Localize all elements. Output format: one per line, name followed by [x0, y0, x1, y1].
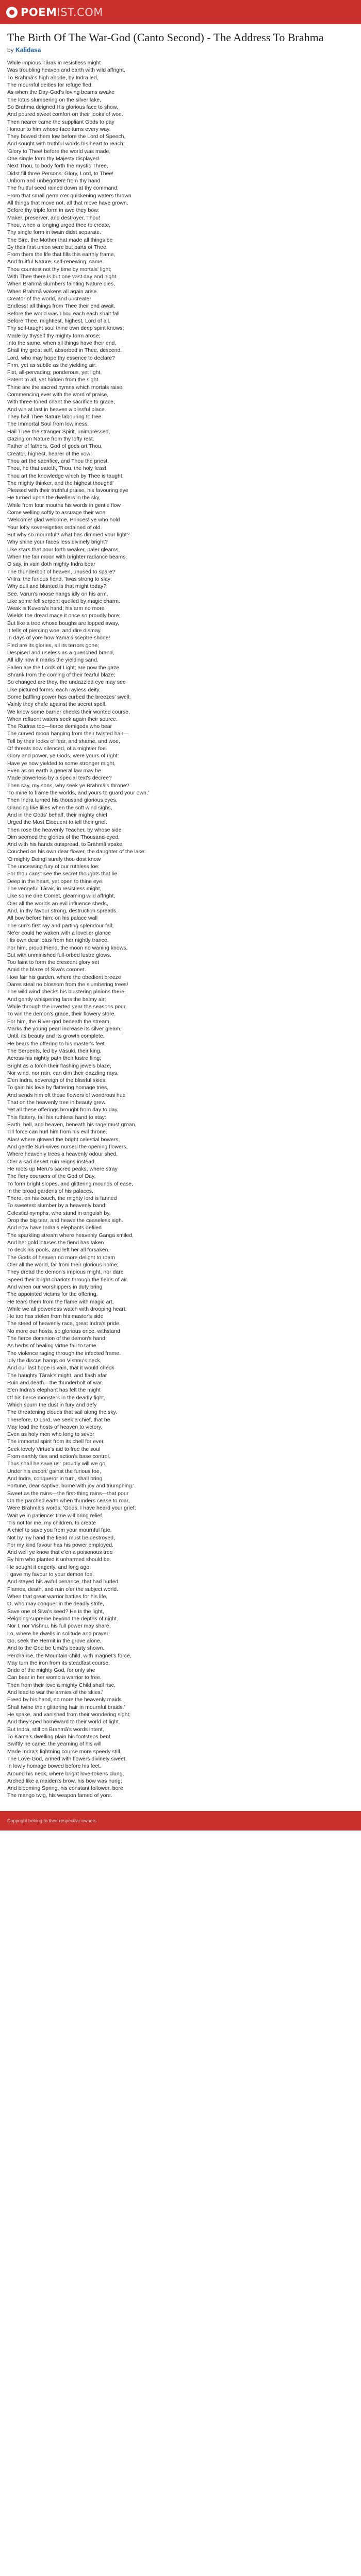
footer-copyright: Copyright belong to their respective owners [7, 1818, 97, 1823]
poem-line: Fortune, dear captive, home with joy and triumphing.' [7, 1483, 135, 1489]
poem-line: He bears the offering to his master's feet. [7, 1040, 106, 1047]
poem-line: For my kind favour has his power employed. [7, 1541, 114, 1548]
poem-line: Swiftly he came: the yearning of his will [7, 1741, 102, 1748]
poem-line: From that small germ o'er quickening waters thrown [7, 192, 132, 199]
poem-line: Of threats now silenced, of a mightier foe. [7, 745, 107, 752]
poem-line: Nor I, nor Vishnu, his full power may share, [7, 1623, 111, 1630]
poem-line: Hail Thee the stranger Spirit, unimpressed, [7, 428, 110, 435]
poem-line: Into the same, when all things have their end, [7, 340, 117, 346]
poem-line: Before Thee, mightiest, highest, Lord of all. [7, 317, 111, 324]
poem-line: But Indra, still on Brahmâ's words intent, [7, 1726, 104, 1733]
poem-line: Patent to all, yet hidden from the sight. [7, 377, 100, 383]
poem-line: As when the Day-God's loving beams awake [7, 89, 115, 96]
poem-line: Thou art the knowledge which by Thee is taught, [7, 472, 124, 479]
poem-line: Thus shall he save us: proudly will we go [7, 1461, 106, 1467]
poem-line: When the fair moon with brighter radiance beams. [7, 553, 127, 560]
poem-line: Despised and useless as a quenched brand, [7, 650, 114, 656]
poem-line: And her gold lotuses the fiend has taken [7, 1240, 104, 1246]
poem-line: So changed are they, the undazzled eye may see [7, 679, 126, 686]
poem-line: The mango twig, his weapon famed of yore. [7, 1792, 112, 1799]
poem-line: Honour to him whose face turns every way. [7, 126, 111, 132]
poem-line: While we all powerless watch with drooping heart. [7, 1306, 127, 1312]
poem-line: The sun's first ray and parting splendour fall; [7, 922, 114, 929]
poem-line: The lotus slumbering on the silver lake, [7, 96, 102, 103]
poem-line: Didst fill three Persons: Glory, Lord, to Thee! [7, 170, 114, 177]
poem-line: The mournful deities for refuge fled. [7, 81, 93, 88]
poem-line: Even as holy men who long to sever [7, 1431, 94, 1438]
poem-line: He spake, and vanished from their wondering sight; [7, 1711, 131, 1718]
logo-tld: IST.COM [57, 6, 103, 19]
poem-line: Thou art the sacrifice, and Thou the priest, [7, 457, 109, 464]
poem-line: 'Welcome! glad welcome, Princes! ye who hold [7, 517, 120, 523]
poem-line: How fair his garden, where the obedient breeze [7, 974, 121, 980]
poem-line: Have ye now yielded to some stronger might, [7, 760, 116, 767]
poem-line: The wild wind checks his blustering pinions there, [7, 989, 126, 995]
poem-line: And sends him oft those flowers of wondrous hue [7, 1092, 126, 1098]
poem-line: From them the life that fills this earthly frame, [7, 251, 116, 258]
poem-line: O'er all the world, far from their glorious home; [7, 1261, 119, 1268]
poem-line: The Love-God, armed with flowers divinely sweet, [7, 1755, 127, 1762]
poem-line: And sought with truthful words his heart to reach: [7, 141, 125, 147]
poem-line: Which spurn the dust in fury and defy [7, 1401, 97, 1408]
poem-line: To Brahmâ's high abode, by Indra led, [7, 74, 99, 81]
poem-line: Reigning supreme beyond the depths of night. [7, 1615, 118, 1622]
poem-line: The sparkling stream where heavenly Ganga smiled, [7, 1232, 134, 1239]
poem-line: Like pictured forms, each rayless deity. [7, 686, 101, 693]
poem-line: Vainly they chafe against the secret spell. [7, 701, 107, 708]
poem-line: By him who planted it unharmed should be. [7, 1556, 111, 1563]
poem-line: Deep in the heart, yet open to thine eye. [7, 878, 104, 885]
poem-line: Bright as a torch their flashing jewels blaze, [7, 1062, 111, 1069]
poem-line: Firm, yet as subtle as the yielding air: [7, 362, 97, 368]
poem-line: Why shine your faces less divinely bright? [7, 539, 108, 546]
poem-line: The appointed victims for the offering, [7, 1291, 98, 1298]
poem-line: When refluent waters seek again their source. [7, 716, 118, 722]
poem-line: Save one of Siva's seed? He is the light, [7, 1608, 104, 1615]
poem-line: Alas! where glowed the bright celestial bowers, [7, 1136, 120, 1143]
poem-line: The fiery coursers of the God of Day, [7, 1173, 96, 1180]
poem-line: Around his neck, where bright love-tokens clung, [7, 1770, 124, 1777]
poem-line: Wait ye in patience: time will bring relief. [7, 1512, 104, 1519]
poem-line: With Thee there is but one vast day and night. [7, 274, 118, 280]
poem-line: To win the demon's grace, their flowery store. [7, 1011, 116, 1018]
poem-line: Endless! all things from Thee their end await. [7, 303, 116, 310]
poem-line: Was troubling heaven and earth with wild affright, [7, 67, 125, 74]
poem-line: When that great warrior battles for his life, [7, 1594, 108, 1600]
byline [7, 46, 354, 54]
poem-line: The vengeful Târak, in resistless might, [7, 886, 102, 892]
poem-line: And blooming Spring, his constant follower, bore [7, 1785, 123, 1792]
poem-line: The fruitful seed rained down at thy command: [7, 185, 119, 192]
poem-line: He turned upon the dwellers in the sky, [7, 495, 101, 501]
poem-line: Thine are the sacred hymns which mortals raise, [7, 384, 124, 391]
poem-line: Then nearer came the suppliant Gods to pay [7, 118, 114, 125]
poem-line: It tells of piercing woe, and dire dismay. [7, 628, 102, 634]
poem-title: The Birth Of The War-God (Canto Second) - The Address To Brahma [7, 31, 324, 44]
poem-line: And win at last in heaven a blissful place. [7, 406, 106, 413]
poem-line: To Kama's dwelling plain his footsteps bent. [7, 1733, 112, 1740]
poem-line: The Gods of heaven no more delight to roam [7, 1254, 115, 1261]
poem-line: Made by thyself thy mighty form arose; [7, 332, 101, 339]
main-content [0, 24, 361, 1800]
poem-line: Can bear in her womb a warrior to free. [7, 1674, 102, 1681]
poem-line: Creator of the world, and uncreate! [7, 296, 91, 302]
poem-line: The mighty thinker, and the highest thought!' [7, 480, 114, 486]
poem-line: Gazing on Nature from thy lofty rest. [7, 435, 94, 442]
poem-line: Thou, he that eateth, Thou, the holy feast. [7, 465, 108, 472]
poem-line: 'Glory to Thee! before the world was made, [7, 148, 111, 155]
poem-line: All idly now it marks the yielding sand. [7, 657, 99, 664]
poem-line: Thy self-taught soul thine own deep spirit knows; [7, 325, 124, 332]
poem-line: Some baffling power has curbed the breezes' swell: [7, 693, 131, 700]
poem-line: Thy single form in twain didst separate. [7, 229, 102, 236]
poem-line: E'en Indra's elephant has felt the might [7, 1387, 101, 1394]
poem-line: Commencing ever with the word of praise, [7, 392, 109, 398]
poem-line: The immortal spirit from its chell for ever, [7, 1438, 105, 1445]
poem-line: Then say, my sons, why seek ye Brahmâ's throne? [7, 782, 129, 789]
poem-line: Before thy triple form in awe they bow: [7, 207, 100, 214]
poem-line: Under his escort' gainst the furious foe, [7, 1468, 101, 1475]
poem-line: Your lofty sovereignties ordained of old. [7, 524, 102, 531]
poem-line: And to the God be Umâ's beauty shown. [7, 1645, 105, 1652]
poem-line: And, in thy favour strong, destruction spreads. [7, 907, 118, 914]
poem-line: While from four mouths his words in gentle flow [7, 502, 121, 509]
poem-line: That on the heavenly tree in beauty grew. [7, 1099, 107, 1106]
poem-line: To form bright slopes, and glittering mounds of ease, [7, 1180, 133, 1187]
poem-line: Wields the dread mace it once so proudly bore; [7, 613, 121, 619]
poem-line: For him, the River-god beneath the stream, [7, 1018, 111, 1025]
poem-line: Not by my hand the fiend must be destroyed, [7, 1534, 115, 1541]
poem-line: Dares steal no blossom from the slumbering trees! [7, 981, 128, 988]
poem-line: And they sped homeward to their world of light. [7, 1719, 120, 1725]
poem-line: Speed their bright chariots through the fields of air. [7, 1276, 128, 1283]
poem-line: Come welling softly to assuage their woe: [7, 510, 107, 516]
poem-line: We know some barrier checks their wonted course, [7, 708, 130, 715]
poem-line: O say, in vain doth mighty Indra bear [7, 561, 95, 568]
poem-line: Thou countest not thy time by mortals' light; [7, 266, 112, 273]
poem-line: Till force can hurl him from his evil throne. [7, 1129, 107, 1136]
poem-line: Father of fathers, God of gods art Thou, [7, 443, 103, 450]
poem-line: And in the Gods' behalf, their mighty chief [7, 811, 108, 818]
poem-line: For him, proud Fiend, the moon no waning knows, [7, 944, 128, 951]
poem-line: So Brahma deigned His glorious face to show, [7, 104, 118, 110]
logo-text [21, 6, 103, 19]
poem-line: Fallen are the Lords of Light; are now the gaze [7, 664, 120, 671]
poem-line: Shrank from the coming of their fearful blaze; [7, 671, 116, 678]
poem-line: And fruitful Nature, self-renewing, came. [7, 259, 104, 265]
poem-line: Perchance, the Mountain-child, with magnet's force, [7, 1652, 132, 1659]
poem-line: No more our hosts, so glorious once, withstand [7, 1328, 120, 1334]
poem-line: 'O mighty Being! surely thou dost know [7, 856, 101, 862]
poem-line: I gave my favour to your demon foe, [7, 1571, 94, 1578]
poem-line: To gain his love by flattering homage tries, [7, 1084, 109, 1091]
poem-line: Made Indra's lightning course more speedy still. [7, 1748, 122, 1755]
poem-line: The Rudras too—fierce demigods who bear [7, 723, 112, 730]
poem-line: Why dull and blunted is that might today? [7, 583, 107, 590]
poem-line: Shall twine their glittering hair in mournful braids.' [7, 1704, 125, 1710]
poem-line: There, on his couch, the mighty lord is fanned [7, 1195, 117, 1202]
poem-line: He too has stolen from his master's side [7, 1313, 104, 1320]
poem-line: May lead the hosts of heaven to victory, [7, 1423, 103, 1430]
poem-line: Idly the discus hangs on Vishnu's neck, [7, 1358, 102, 1364]
poem-line: Urged the Most Eloquent to tell their grief. [7, 819, 107, 826]
poem-line: Sweet as the rains—the first-thing rains—that pour [7, 1490, 129, 1497]
poem-line: Go, seek the Hermit in the grove alone, [7, 1637, 102, 1644]
poem-line: E'en Indra, sovereign of the blissful skies, [7, 1077, 107, 1084]
poem-line: And with his hands outspread, to Brahmâ spake, [7, 841, 124, 848]
poem-line: By their first union were but parts of Thee. [7, 244, 108, 250]
poem-line: Were Brahmâ's words: 'Gods, I have heard your grief; [7, 1505, 136, 1512]
poem-line: They dread the demon's impious might, nor dare [7, 1269, 124, 1276]
poem-line: But why so mournful? what has dimmed your light? [7, 532, 130, 538]
poem-line: A chief to save you from your mournful fate. [7, 1527, 112, 1534]
poem-line: All bow before him: on his palace wall [7, 915, 98, 922]
poem-line: Before the world was Thou each each shalt fall [7, 310, 120, 317]
poem-line: Seek lovely Virtue's aid to free the soul [7, 1446, 101, 1452]
poem-line: O, who may conquer in the deadly strife, [7, 1601, 104, 1607]
poem-line: And our last hope is vain, that it would check [7, 1365, 114, 1371]
poem-line: Bride of the mighty God, for only she [7, 1667, 95, 1674]
poem-line: The steed of heavenly race, great Indra's pride. [7, 1320, 121, 1327]
poem-line: Ruin and death—the thunderbolt of war. [7, 1379, 103, 1386]
poem-line: In the broad gardens of his palaces. [7, 1188, 93, 1194]
poem-line: He sought it eagerly, and long ago [7, 1564, 90, 1570]
poem-line: To deck his pools, and left her all forsaken. [7, 1247, 110, 1253]
poem-line: Then Indra turned his thousand glorious eyes, [7, 797, 118, 804]
poem-line: O'er all the worlds an evil influence sheds, [7, 900, 108, 907]
poem-line: Too faint to form the crescent glory set [7, 959, 99, 966]
poem-line: His own dear lotus from her nightly trance. [7, 937, 109, 944]
poem-line: He tears them from the flame with magic art, [7, 1298, 114, 1305]
poem-line: Tell by their looks of fear, and shame, and woe, [7, 738, 120, 744]
poem-line: As herbs of healing virtue fail to tame [7, 1343, 96, 1349]
poem-line: And well ye know that e'en a poisonous tree [7, 1549, 113, 1556]
poem-line: Glancing like lilies when the soft wind sighs, [7, 804, 112, 811]
poem-line: Thou, when a longing urged thee to create, [7, 222, 111, 228]
poem-line: From earthly ties and action's base control. [7, 1453, 110, 1460]
logo-name: POEM [21, 6, 57, 19]
poem-line: And when our worshippers in duty bring [7, 1283, 103, 1290]
poem-line: Drop the big tear, and heave the ceaseless sigh. [7, 1217, 123, 1224]
poem-line: The thunderbolt of heaven, unused to spare? [7, 568, 116, 575]
poem-line: For thou canst see the secret thoughts that lie [7, 871, 118, 877]
poem-body [7, 59, 354, 1800]
poem-line: Arched like a maiden's brow, his bow was hung; [7, 1777, 122, 1784]
poem-line: All things that move not, all that move have grown. [7, 199, 128, 206]
poem-line: And Indra, conqueror in turn, shall bring [7, 1476, 103, 1482]
poem-line: To sweetest slumber by a heavenly band: [7, 1202, 107, 1209]
poem-line: Amid the blaze of Siva's coronet. [7, 967, 86, 973]
poem-line: Where heavenly trees a heavenly odour shed, [7, 1151, 118, 1158]
poem-line: Yet all these offerings brought from day to day, [7, 1107, 119, 1113]
poem-line: The threatening clouds that sail along the sky. [7, 1409, 117, 1416]
poem-line: Made powerless by a special text's decree? [7, 775, 112, 782]
poem-line: One single form thy Majesty displayed. [7, 156, 101, 162]
poem-line: May turn the iron from its steadfast course, [7, 1659, 110, 1666]
poem-line: While through the inverted year the seasons pour, [7, 1004, 127, 1010]
author-link[interactable]: Kalidasa [15, 46, 41, 54]
poem-line: Until, its beauty and its growth complete, [7, 1033, 105, 1040]
poem-line: Therefore, O Lord, we seek a chief, that he [7, 1416, 110, 1423]
by-label: by [7, 46, 14, 54]
poem-line: Like some fell serpent quelled by magic charm. [7, 598, 120, 604]
poem-line: Earth, hell, and heaven, beneath his rage must groan, [7, 1122, 137, 1128]
poem-line: Vritra, the furious fiend, 'twas strong to slay: [7, 575, 112, 582]
poem-line: Then from their love a mighty Child shall rise, [7, 1682, 116, 1688]
poem-line: He roots up Meru's sacred peaks, where stray [7, 1165, 118, 1172]
poem-line: The violence raging through the infected frame. [7, 1350, 121, 1357]
poem-line: The Serpents, led by Vásuki, their king, [7, 1047, 102, 1054]
poem-line: O'er a sad desert ruin reigns instead. [7, 1158, 96, 1165]
poem-line: With three-toned chant the sacrifice to grace, [7, 399, 115, 405]
poem-line: Shall thy great self, absorbed in Thee, descend. [7, 347, 122, 354]
site-header [0, 0, 361, 24]
poem-line: And stayed his awful penance, that had hurled [7, 1579, 119, 1585]
poem-line: The fierce dominion of the demon's hand; [7, 1335, 107, 1342]
poem-line: Maker, preserver, and destroyer, Thou! [7, 214, 101, 221]
poem-line: Celestial nymphs, who stand in anguish by, [7, 1210, 111, 1216]
poem-line: In days of yore how Yama's sceptre shone! [7, 635, 110, 641]
poem-line: The curved moon hanging from their twisted hair— [7, 731, 129, 737]
poem-line: Fixt, all-pervading; ponderous, yet light, [7, 369, 102, 376]
poem-line: Fled are its glories, all its terrors gone; [7, 642, 99, 649]
poem-line: Weak is Kuvera's hand; his arm no more [7, 605, 105, 612]
poem-line: Dim seemed the glories of the Thousand-eyed, [7, 834, 120, 840]
poem-line: Then rose the heavenly Teacher, by whose side [7, 826, 122, 833]
poem-line: Even as on earth a general law may be [7, 768, 102, 774]
poem-line: The unceasing fury of our ruthless foe: [7, 863, 100, 870]
poem-line: See, Varun's noose hangs idly on his arm, [7, 590, 108, 597]
poem-line: And gently whispering fans the balmy air; [7, 996, 106, 1003]
poem-line: 'To mine to frame the worlds, and yours to guard your own.' [7, 789, 149, 796]
poem-line: In lowly homage bowed before his feet. [7, 1763, 102, 1770]
poem-line: While impious Târak in resistless might [7, 60, 101, 66]
poem-line: And gentle Suri-wives nursed the opening flowers, [7, 1143, 128, 1150]
poem-line: 'Tis not for me, my children, to create [7, 1519, 96, 1526]
poem-line: Nor wind, nor rain, can dim their dazzling rays. [7, 1070, 119, 1076]
poem-line: And poured sweet comfort on their looks of woe. [7, 111, 123, 118]
site-footer [0, 1811, 361, 1831]
poem-line: On the parched earth when thunders cease to roar, [7, 1497, 130, 1504]
poem-line: Ne'er could he waken with a lovelier glance [7, 929, 111, 936]
poem-line: And lead to war the armies of the skies.' [7, 1689, 103, 1696]
poem-line: Flames, death, and ruin o'er the subject world. [7, 1586, 119, 1592]
logo-circle-icon [6, 7, 18, 18]
poem-line: They bowed them low before the Lord of Speech, [7, 133, 126, 140]
poem-line: This flattery, fail his ruthless hand to stay: [7, 1114, 106, 1121]
poem-line: But with unminished full-orbed lustre glows. [7, 952, 111, 958]
poem-line: And now have Indra's elephants defiled [7, 1225, 102, 1231]
poem-line: But like a tree whose boughs are lopped away, [7, 620, 119, 626]
poem-line: When Brahmâ slumbers fainting Nature dies, [7, 281, 115, 287]
site-logo[interactable] [6, 6, 103, 19]
poem-line: Lord, who may hope thy essence to declare? [7, 354, 115, 361]
poem-line: They hail Thee Nature labouring to free [7, 414, 102, 420]
poem-line: Freed by his hand, no more the heavenly maids [7, 1697, 122, 1703]
poem-line: Across his nightly path their lustre fling; [7, 1055, 102, 1062]
poem-line: Couched on his own dear flower, the daughter of the lake: [7, 849, 146, 855]
poem-line: Creator, highest, hearer of the vow! [7, 450, 92, 457]
poem-line: Marks the young pearl increase its silver gleam, [7, 1025, 122, 1032]
poem-line: Like stars that pour forth weaker, paler gleams, [7, 546, 120, 553]
poem-line: Like some dire Comet, gleaming wild affright, [7, 893, 116, 900]
poem-line: Lo, where he dwells in solitude and prayer! [7, 1630, 110, 1637]
poem-line: Glory and power, ye Gods, were yours of right: [7, 753, 119, 759]
poem-line: When Brahmâ wakens all again arise. [7, 288, 99, 295]
poem-line: The haughty Târak's might, and flash afar [7, 1372, 107, 1379]
poem-line: The Sire, the Mother that made all things be [7, 236, 113, 243]
poem-line: Unborn and unbegotten! from thy hand [7, 178, 101, 184]
poem-line: The Immortal Soul from lowliness, [7, 421, 89, 428]
poem-line: Pleased with their truthful praise, his favouring eye [7, 487, 128, 494]
poem-line: Next Thou, to body forth the mystic Three, [7, 163, 108, 170]
poem-line: Of his fierce monsters in the deadly fight, [7, 1394, 106, 1401]
